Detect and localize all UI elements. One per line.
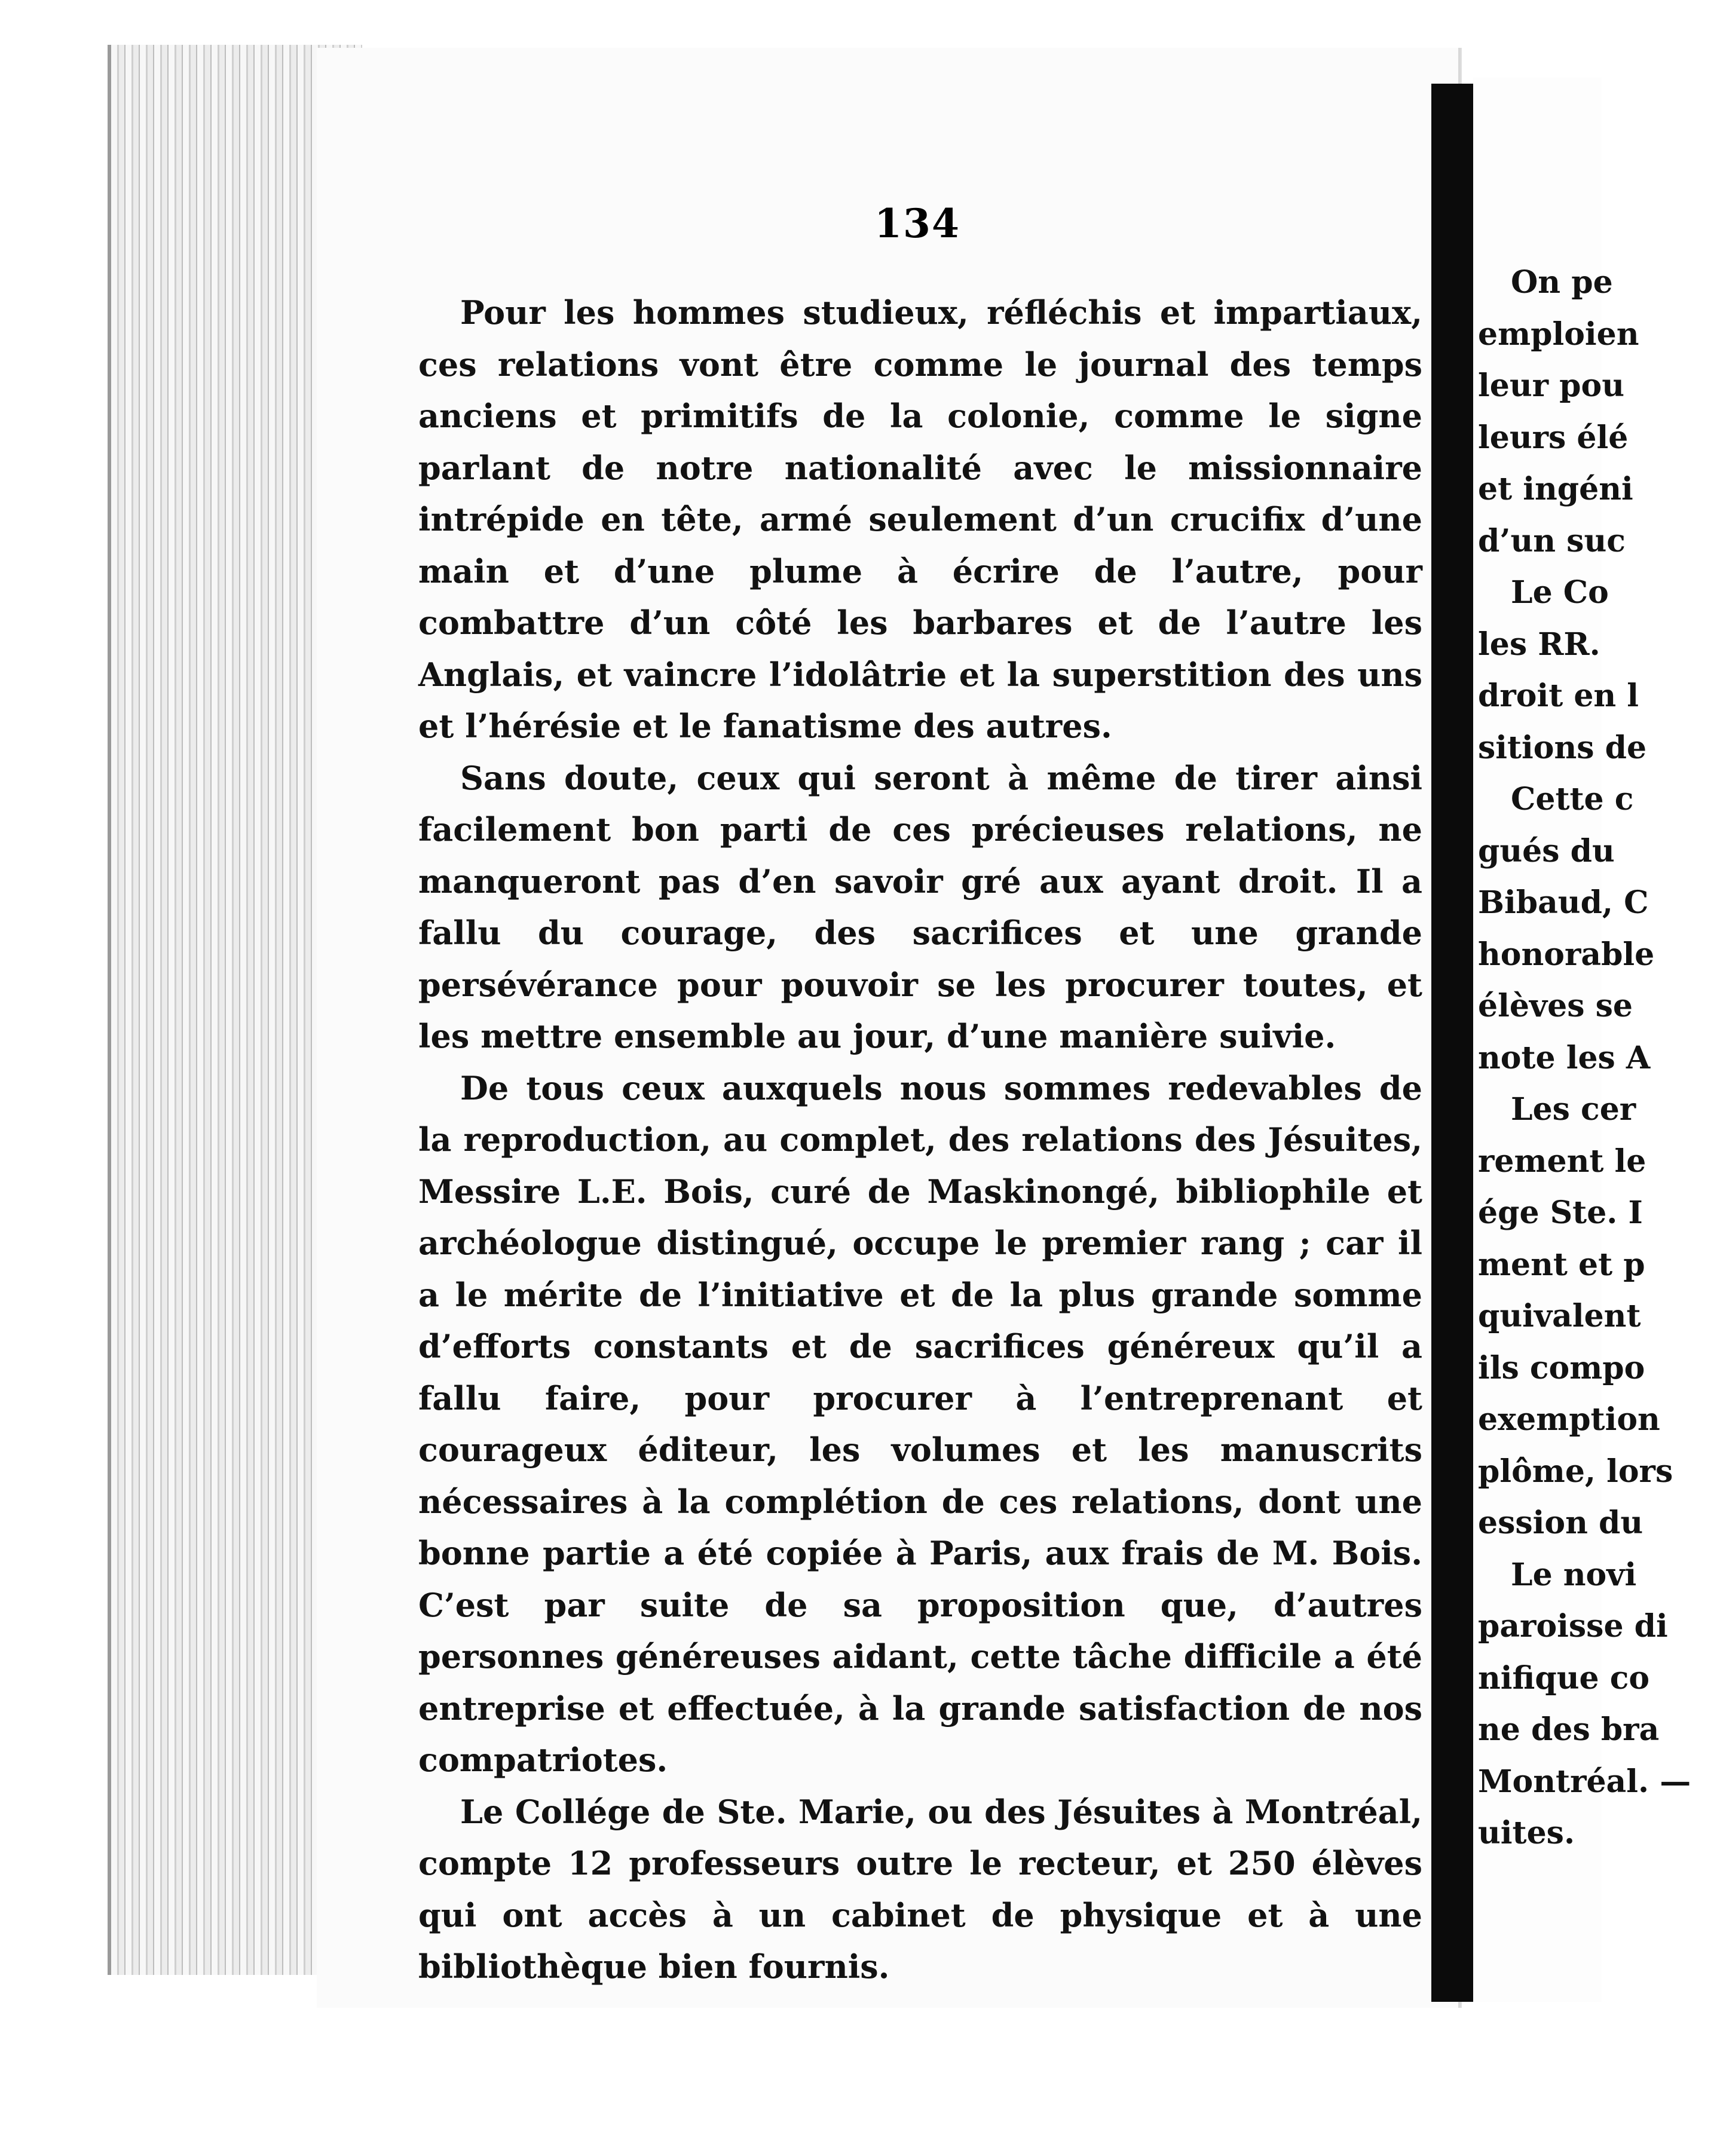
facing-page-text	[1478, 257, 1717, 1860]
facing-line: quivalent	[1478, 1298, 1641, 1334]
facing-line: gués du	[1478, 832, 1615, 869]
facing-line: et ingéni	[1478, 471, 1633, 507]
facing-line: Le novi	[1511, 1556, 1637, 1593]
facing-line: Bibaud, C	[1478, 884, 1649, 921]
facing-line: rement le	[1478, 1143, 1646, 1180]
facing-line: On pe	[1511, 264, 1613, 301]
facing-line: honorable	[1478, 936, 1655, 973]
facing-line: ment et p	[1478, 1246, 1645, 1283]
facing-line: paroisse di	[1478, 1608, 1668, 1644]
facing-line: exemption	[1478, 1401, 1660, 1438]
page-number: 134	[874, 200, 960, 247]
facing-line: Montréal. —	[1478, 1763, 1691, 1800]
facing-line: droit en l	[1478, 678, 1639, 714]
paragraph-2: Sans doute, ceux qui seront à même de tirer ainsi facilement bon parti de ces précieuses relations, ne manqueront pas d’en savoir gré aux ayant droit. Il a fallu du courage, des sacrifices et une grande persévérance pour pouvoir se les procurer toutes, et les mettre ensemble au jour, d’une manière suivie.	[418, 758, 1422, 1055]
facing-line: ils compo	[1478, 1349, 1645, 1386]
facing-line: note les A	[1478, 1039, 1651, 1076]
paragraph-3: De tous ceux auxquels nous sommes redevables de la reproduction, au complet, des relations des Jésuites, Messire L.E. Bois, curé de Maskinongé, bibliophile et archéologue distingué, occupe le premier rang ; car il a le mérite de l’initiative et de la plus grande somme d’efforts constants et de sacrifices généreux qu’il a fallu faire, pour procurer à l’entreprenant et courageux éditeur, les volumes et les manuscrits nécessaires à la complétion de ces relations, dont une bonne partie a été copiée à Paris, aux frais de M. Bois. C’est par suite de sa proposition que, d’autres personnes généreuses aidant, cette tâche difficile a été entreprise et effectuée, à la grande satisfaction de nos compatriotes.	[418, 1068, 1422, 1779]
body-text	[418, 287, 1422, 1993]
facing-line: les RR.	[1478, 626, 1600, 663]
facing-page	[1473, 78, 1691, 2002]
facing-line: leurs élé	[1478, 419, 1629, 456]
facing-line: plôme, lors	[1478, 1453, 1673, 1490]
facing-line: sitions de	[1478, 729, 1647, 766]
facing-line: ége Ste. I	[1478, 1195, 1643, 1231]
facing-line: d’un suc	[1478, 522, 1626, 559]
facing-line: ession du	[1478, 1505, 1643, 1541]
facing-line: emploien	[1478, 316, 1639, 353]
book-page	[317, 48, 1461, 2008]
paragraph-1: Pour les hommes studieux, réfléchis et impartiaux, ces relations vont être comme le journal des temps anciens et primitifs de la colonie, comme le signe parlant de notre nationalité avec le missionnaire intrépide en tête, armé seulement d’un crucifix d’une main et d’une plume à écrire de l’autre, pour combattre d’un côté les barbares et de l’autre les Anglais, et vaincre l’idolâtrie et la superstition des uns et l’hérésie et le fanatisme des autres.	[418, 293, 1422, 745]
facing-line: Cette c	[1511, 781, 1634, 817]
facing-line: nifique co	[1478, 1659, 1650, 1696]
facing-line: uites.	[1478, 1815, 1575, 1851]
book-gutter	[1431, 84, 1473, 2002]
facing-line: élèves se	[1478, 988, 1633, 1024]
facing-line: ne des bra	[1478, 1711, 1660, 1748]
facing-line: leur pou	[1478, 368, 1624, 404]
facing-line: Le Co	[1511, 574, 1609, 611]
paragraph-4: Le Collége de Ste. Marie, ou des Jésuites à Montréal, compte 12 professeurs outre le recteur, et 250 élèves qui ont accès à un cabinet de physique et à une bibliothèque bien fournis.	[418, 1792, 1422, 1986]
facing-line: Les cer	[1511, 1091, 1636, 1128]
